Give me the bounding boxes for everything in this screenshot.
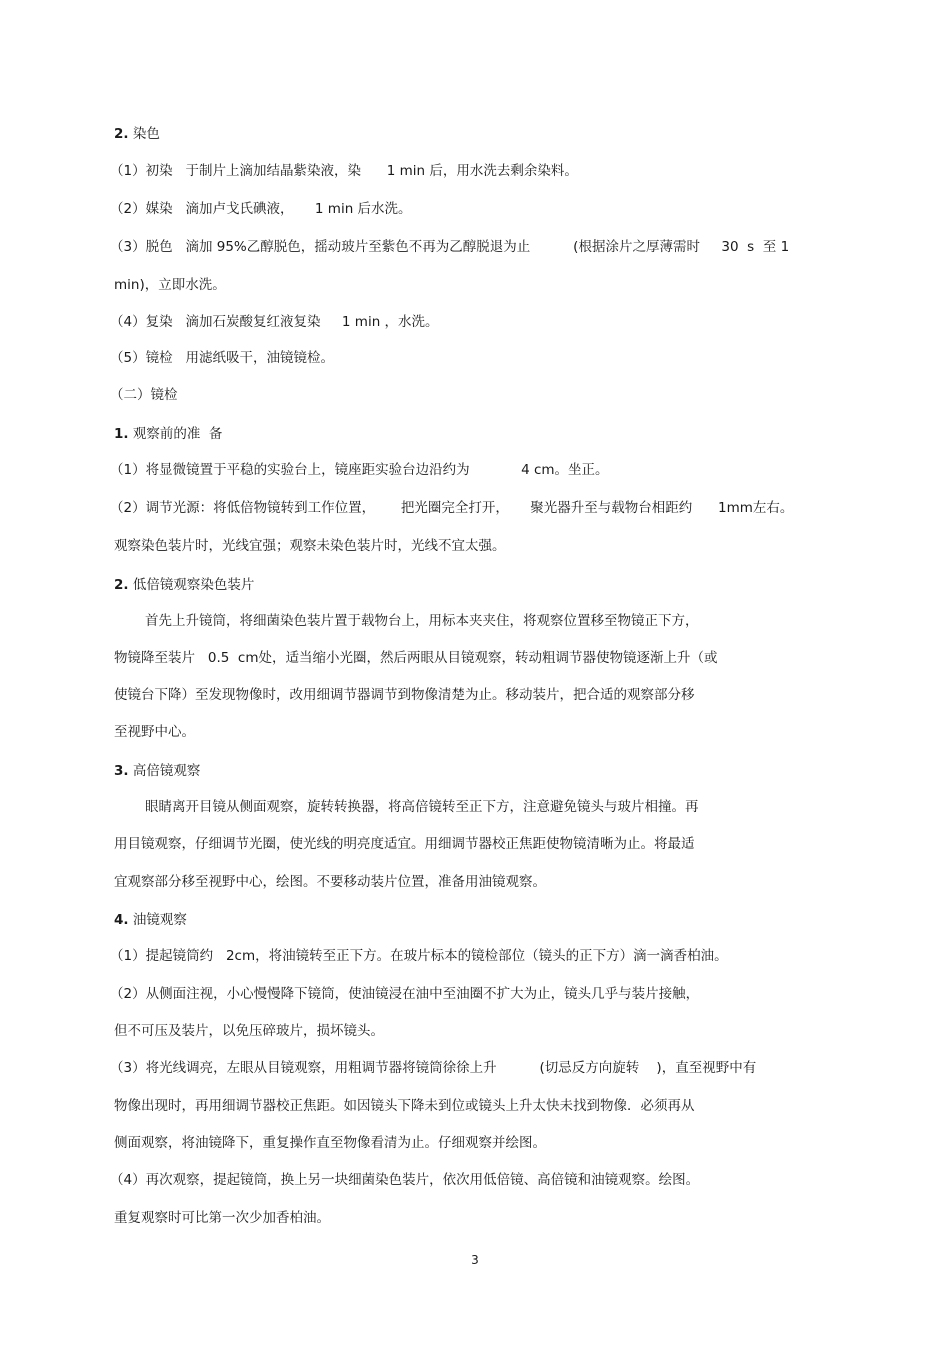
oil-step-2: （2）从侧面注视，小心慢慢降下镜筒，使油镜浸在油中至油圈不扩大为止，镜头几乎与装片接触， <box>110 986 700 1002</box>
step-mordant: （2）媒染 滴加卢戈氏碘液， 1 min 后水洗。 <box>110 201 412 217</box>
oil-step-4-cont: 重复观察时可比第一次少加香柏油。 <box>114 1210 330 1226</box>
prep-step-2: （2）调节光源：将低倍物镜转到工作位置， 把光圈完全打开， 聚光器升至与载物台相距约 1mm左右。 <box>110 500 794 516</box>
oil-step-3-cont-1: 物像出现时，再用细调节器校正焦距。如因镜头下降未到位或镜头上升太快未找到物像．必须再从 <box>114 1098 695 1114</box>
heading-oil-immersion: 4. 油镜观察 <box>114 912 187 928</box>
heading-high-power: 3. 高倍镜观察 <box>114 763 201 779</box>
high-power-text-3: 宜观察部分移至视野中心，绘图。不要移动装片位置，准备用油镜观察。 <box>114 874 546 890</box>
oil-step-4: （4）再次观察，提起镜筒，换上另一块细菌染色装片，依次用低倍镜、高倍镜和油镜观察。绘图。 <box>110 1172 700 1188</box>
heading-low-power: 2. 低倍镜观察染色装片 <box>114 577 255 593</box>
section-microscopy: （二）镜检 <box>110 387 178 403</box>
oil-step-2-cont: 但不可压及装片，以免压碎玻片，损坏镜头。 <box>114 1023 384 1039</box>
oil-step-3-cont-2: 侧面观察，将油镜降下，重复操作直至物像看清为止。仔细观察并绘图。 <box>114 1135 546 1151</box>
low-power-text-2: 物镜降至装片 0.5 cm处，适当缩小光圈，然后两眼从目镜观察，转动粗调节器使物镜逐渐上升（或 <box>114 650 718 666</box>
step-counterstain: （4）复染 滴加石炭酸复红液复染 1 min ，水洗。 <box>110 314 439 330</box>
step-initial-stain: （1）初染 于制片上滴加结晶紫染液，染 1 min 后，用水洗去剩余染料。 <box>110 163 578 179</box>
step-examine: （5）镜检 用滤纸吸干，油镜镜检。 <box>110 350 334 366</box>
high-power-text-1: 眼睛离开目镜从侧面观察，旋转转换器，将高倍镜转至正下方，注意避免镜头与玻片相撞。再 <box>145 799 699 815</box>
low-power-text-4: 至视野中心。 <box>114 724 195 740</box>
page-number: 3 <box>471 1253 479 1267</box>
step-decolorize-cont: min)，立即水洗。 <box>114 277 226 293</box>
step-decolorize: （3）脱色 滴加 95%乙醇脱色，摇动玻片至紫色不再为乙醇脱退为止 (根据涂片之厚薄需时 30 s 至 1 <box>110 239 790 255</box>
oil-step-1: （1）提起镜筒约 2cm，将油镜转至正下方。在玻片标本的镜检部位（镜头的正下方）滴一滴香柏油。 <box>110 948 728 964</box>
low-power-text-3: 使镜台下降）至发现物像时，改用细调节器调节到物像清楚为止。移动装片，把合适的观察部分移 <box>114 687 695 703</box>
low-power-text-1: 首先上升镜筒，将细菌染色装片置于载物台上，用标本夹夹住，将观察位置移至物镜正下方， <box>145 613 699 629</box>
prep-step-1: （1）将显微镜置于平稳的实验台上，镜座距实验台边沿约为 4 cm。坐正。 <box>110 462 609 478</box>
oil-step-3: （3）将光线调亮，左眼从目镜观察，用粗调节器将镜筒徐徐上升 (切忌反方向旋转 )，直至视野中有 <box>110 1060 757 1076</box>
heading-staining: 2. 染色 <box>114 126 160 142</box>
high-power-text-2: 用目镜观察，仔细调节光圈，使光线的明亮度适宜。用细调节器校正焦距使物镜清晰为止。将最适 <box>114 836 695 852</box>
heading-preparation: 1. 观察前的准 备 <box>114 426 223 442</box>
prep-step-2-cont: 观察染色装片时，光线宜强；观察未染色装片时，光线不宜太强。 <box>114 538 506 554</box>
